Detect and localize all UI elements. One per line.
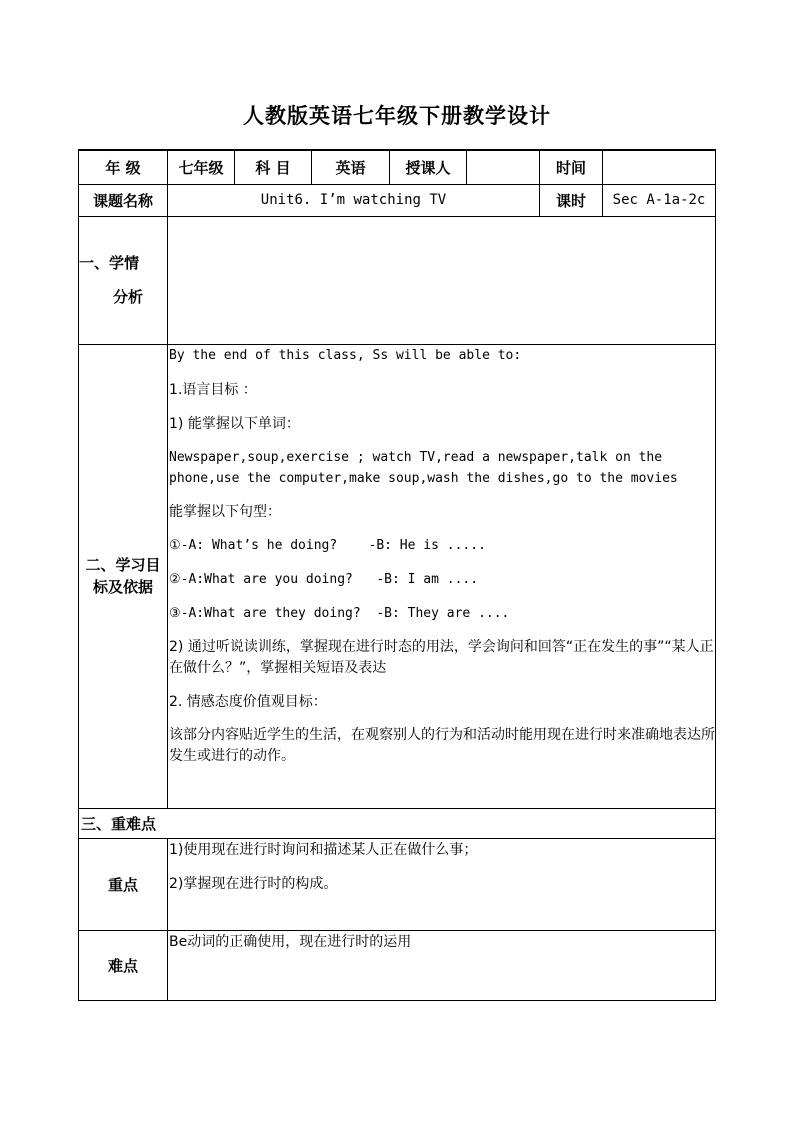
emotion-goal-heading: 2. 情感态度价值观目标： [169,693,327,710]
time-label: 时间 [540,150,603,184]
words-heading: 1) 能掌握以下单词： [169,415,300,432]
teacher-value [467,150,540,184]
emotion-goal-text: 该部分内容贴近学生的生活，在观察别人的行为和活动时能用现在进行时来准确地表达所发生或进行的动作。 [169,726,715,764]
subject-label: 科 目 [235,150,312,184]
pattern-2: ②-A:What are you doing? -B: I am .... [169,571,479,587]
time-value [603,150,716,184]
skill-goal: 2) 通过听说读训练，掌握现在进行时态的用法，学会询问和回答“正在发生的事”“某人正在做什么？”，掌握相关短语及表达 [169,638,714,676]
teacher-label: 授课人 [390,150,467,184]
objectives-content [168,344,716,808]
topic-label: 课题名称 [79,184,168,216]
key-point-2: 2)掌握现在进行时的构成。 [169,875,338,892]
key-points-section-row [79,808,716,838]
difficult-point-1: Be动词的正确使用，现在进行时的运用 [169,933,412,950]
words-list: Newspaper,soup,exercise ; watch TV,read a newspaper,talk on the phone,use the computer,make soup,wash the dishes,go to the movies [169,449,678,486]
objectives-label-2: 标及依据 [92,578,153,596]
key-point-1: 1)使用现在进行时询问和描述某人正在做什么事； [169,841,478,858]
grade-value: 七年级 [168,150,235,184]
learner-analysis-content [168,216,716,344]
language-goal-heading: 1.语言目标 ： [169,381,257,398]
document-title: 人教版英语七年级下册教学设计 [243,103,551,128]
period-value: Sec A-1a-2c [603,184,716,216]
lesson-plan-table [78,149,716,1001]
learner-analysis-label-2: 分析 [113,288,144,306]
difficult-point-label: 难点 [79,930,168,1000]
pattern-3: ③-A:What are they doing? -B: They are .... [169,605,510,621]
grade-label: 年 级 [79,150,168,184]
objectives-label [79,344,168,808]
header-row-1 [79,150,716,184]
key-point-content [168,838,716,930]
header-row-2 [79,184,716,216]
pattern-1: ①-A: What’s he doing? -B: He is ..... [169,537,486,553]
key-points-section-heading: 三、重难点 [79,808,716,838]
key-point-row [79,838,716,930]
difficult-point-content [168,930,716,1000]
objectives-intro: By the end of this class, Ss will be able to: [169,347,522,363]
subject-value: 英语 [312,150,390,184]
objectives-label-1: 二、学习目 [85,556,161,574]
learner-analysis-label-1: 一、学情 [79,254,140,272]
learner-analysis-label [79,216,168,344]
key-point-label: 重点 [79,838,168,930]
topic-value: Unit6. I’m watching TV [168,184,540,216]
objectives-row [79,344,716,808]
learner-analysis-row [79,216,716,344]
period-label: 课时 [540,184,603,216]
patterns-heading: 能掌握以下句型： [169,503,281,520]
difficult-point-row [79,930,716,1000]
